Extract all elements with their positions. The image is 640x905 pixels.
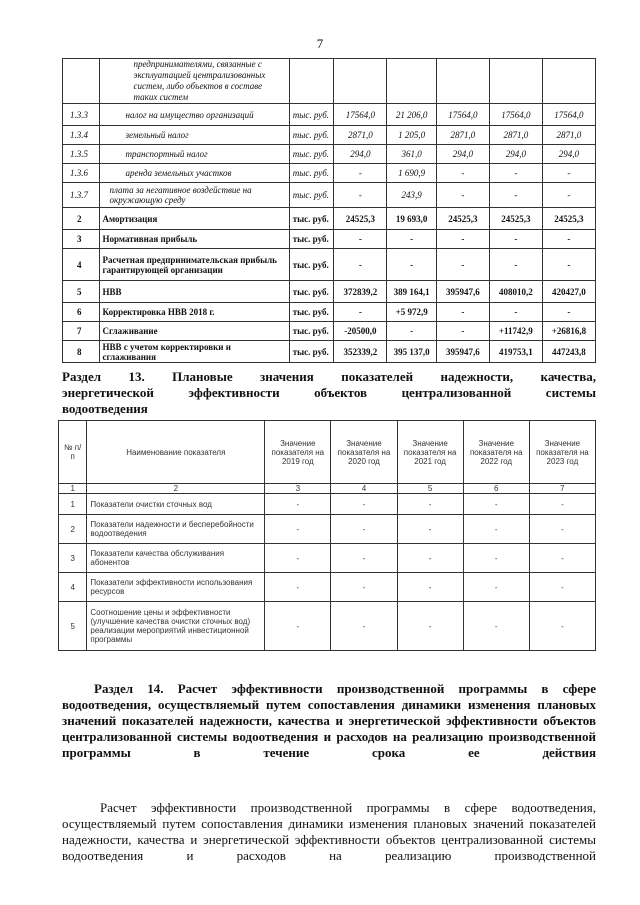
row-value: 294,0 xyxy=(334,145,387,164)
row-value: 294,0 xyxy=(489,145,542,164)
row-value: 17564,0 xyxy=(489,104,542,126)
table-row xyxy=(63,281,596,303)
continuation-text: предпринимателями, связанные с эксплуатацией централизованных систем, либо объектов в составе таких систем xyxy=(99,59,289,104)
row-value: +11742,9 xyxy=(489,322,542,341)
row-number: 2 xyxy=(59,515,87,544)
row-value: 243,9 xyxy=(387,183,437,208)
row-value: +26816,8 xyxy=(542,322,595,341)
header-2021: Значение показателя на 2021 год xyxy=(397,421,463,484)
row-value: - xyxy=(463,602,529,651)
row-number: 1.3.3 xyxy=(63,104,100,126)
row-number: 1 xyxy=(59,494,87,515)
row-value: 17564,0 xyxy=(436,104,489,126)
row-value: - xyxy=(529,573,595,602)
row-value: 294,0 xyxy=(542,145,595,164)
row-value: - xyxy=(463,544,529,573)
row-value: - xyxy=(334,164,387,183)
row-name: плата за негативное воздействие на окружающую среду xyxy=(99,183,289,208)
row-value: - xyxy=(436,183,489,208)
header-2019: Значение показателя на 2019 год xyxy=(265,421,331,484)
row-value: - xyxy=(436,249,489,281)
row-value: 17564,0 xyxy=(542,104,595,126)
row-value: - xyxy=(265,515,331,544)
row-value: - xyxy=(436,303,489,322)
row-name: аренда земельных участков xyxy=(99,164,289,183)
row-value: - xyxy=(265,544,331,573)
row-value: - xyxy=(334,183,387,208)
row-unit: тыс. руб. xyxy=(289,322,334,341)
row-number: 1.3.7 xyxy=(63,183,100,208)
row-unit: тыс. руб. xyxy=(289,281,334,303)
table-row xyxy=(63,208,596,230)
row-number: 6 xyxy=(63,303,100,322)
row-value: - xyxy=(397,494,463,515)
row-value: - xyxy=(265,602,331,651)
row-value: -20500,0 xyxy=(334,322,387,341)
row-value: - xyxy=(463,494,529,515)
row-value: - xyxy=(334,249,387,281)
table-row xyxy=(59,602,596,651)
row-value: 1 205,0 xyxy=(387,126,437,145)
table-row xyxy=(63,145,596,164)
row-number: 4 xyxy=(63,249,100,281)
row-value: - xyxy=(529,544,595,573)
row-value: 352339,2 xyxy=(334,341,387,363)
row-value: - xyxy=(542,230,595,249)
row-value: 24525,3 xyxy=(334,208,387,230)
row-value: - xyxy=(331,573,397,602)
row-unit: тыс. руб. xyxy=(289,230,334,249)
table-row xyxy=(63,126,596,145)
row-unit: тыс. руб. xyxy=(289,341,334,363)
row-value: - xyxy=(463,573,529,602)
row-value: 408010,2 xyxy=(489,281,542,303)
page-number: 7 xyxy=(316,36,324,51)
row-value: - xyxy=(529,515,595,544)
row-value: - xyxy=(397,515,463,544)
row-value: - xyxy=(489,249,542,281)
row-value: - xyxy=(265,573,331,602)
row-value: - xyxy=(387,230,437,249)
table-row xyxy=(63,59,596,104)
row-value: 2871,0 xyxy=(436,126,489,145)
table-row xyxy=(63,322,596,341)
row-name: налог на имущество организаций xyxy=(99,104,289,126)
row-number: 4 xyxy=(59,573,87,602)
row-value: 361,0 xyxy=(387,145,437,164)
row-value: - xyxy=(334,230,387,249)
row-value: - xyxy=(334,303,387,322)
row-value: 2871,0 xyxy=(542,126,595,145)
row-value: 24525,3 xyxy=(542,208,595,230)
row-name: НВВ xyxy=(99,281,289,303)
row-value: - xyxy=(387,322,437,341)
row-value: - xyxy=(489,230,542,249)
row-name: Соотношение цены и эффективности (улучшение качества очистки сточных вод) реализации мероприятий инвестиционной программы xyxy=(87,602,265,651)
row-value: - xyxy=(397,544,463,573)
index-row: 1 2 3 4 5 6 7 xyxy=(59,484,596,494)
row-name: Показатели эффективности использования ресурсов xyxy=(87,573,265,602)
table-row xyxy=(63,230,596,249)
row-name: земельный налог xyxy=(99,126,289,145)
financial-table xyxy=(62,58,596,363)
row-value: - xyxy=(387,249,437,281)
row-value: - xyxy=(397,573,463,602)
row-name: Расчетная предпринимательская прибыль гарантирующей организации xyxy=(99,249,289,281)
row-value: 395947,6 xyxy=(436,341,489,363)
row-number: 3 xyxy=(59,544,87,573)
row-number: 1.3.5 xyxy=(63,145,100,164)
header-name: Наименование показателя xyxy=(87,421,265,484)
table-row xyxy=(63,341,596,363)
row-value: - xyxy=(331,515,397,544)
row-value: 17564,0 xyxy=(334,104,387,126)
row-name: Показатели очистки сточных вод xyxy=(87,494,265,515)
table-row xyxy=(63,183,596,208)
row-value: 2871,0 xyxy=(489,126,542,145)
row-value: 447243,8 xyxy=(542,341,595,363)
indicators-table xyxy=(58,420,596,651)
section-13-heading: Раздел 13. Плановые значения показателей надежности, качества, энергетической эффективности объектов централизованной системы водоотведения xyxy=(62,369,596,416)
row-value: - xyxy=(331,494,397,515)
header-2022: Значение показателя на 2022 год xyxy=(463,421,529,484)
row-value: 2871,0 xyxy=(334,126,387,145)
row-value: - xyxy=(542,249,595,281)
row-number: 5 xyxy=(59,602,87,651)
row-value: 420427,0 xyxy=(542,281,595,303)
row-value: 21 206,0 xyxy=(387,104,437,126)
row-number: 2 xyxy=(63,208,100,230)
table-row xyxy=(63,164,596,183)
row-value: - xyxy=(542,183,595,208)
row-name: Показатели надежности и бесперебойности водоотведения xyxy=(87,515,265,544)
row-value: - xyxy=(331,544,397,573)
row-value: - xyxy=(265,494,331,515)
row-number: 8 xyxy=(63,341,100,363)
table-row xyxy=(63,249,596,281)
row-unit: тыс. руб. xyxy=(289,164,334,183)
row-name: Корректировка НВВ 2018 г. xyxy=(99,303,289,322)
row-unit: тыс. руб. xyxy=(289,249,334,281)
row-value: - xyxy=(489,303,542,322)
row-unit: тыс. руб. xyxy=(289,126,334,145)
header-2020: Значение показателя на 2020 год xyxy=(331,421,397,484)
row-value: 24525,3 xyxy=(436,208,489,230)
row-name: транспортный налог xyxy=(99,145,289,164)
row-number: 1.3.4 xyxy=(63,126,100,145)
row-number: 1.3.6 xyxy=(63,164,100,183)
row-name: Нормативная прибыль xyxy=(99,230,289,249)
row-value: - xyxy=(489,183,542,208)
header-num: № п/п xyxy=(59,421,87,484)
row-value: - xyxy=(397,602,463,651)
table-row xyxy=(63,303,596,322)
row-value: +5 972,9 xyxy=(387,303,437,322)
header-row xyxy=(59,421,596,484)
row-value: 395947,6 xyxy=(436,281,489,303)
row-value: 19 693,0 xyxy=(387,208,437,230)
row-value: 389 164,1 xyxy=(387,281,437,303)
row-value: - xyxy=(529,602,595,651)
row-number: 5 xyxy=(63,281,100,303)
row-value: 24525,3 xyxy=(489,208,542,230)
row-value: 1 690,9 xyxy=(387,164,437,183)
row-value: - xyxy=(436,164,489,183)
section-14-heading: Раздел 14. Расчет эффективности производственной программы в сфере водоотведения, осуществляемый путем сопоставления динамики изменения плановых значений показателей надежности, качества и энергетической эффективности объектов централизованной системы водоотведения и расходов на реализацию производственной программы в течение срока ее действия xyxy=(62,681,596,760)
row-value: - xyxy=(529,494,595,515)
row-number: 7 xyxy=(63,322,100,341)
row-value: 372839,2 xyxy=(334,281,387,303)
row-name: Амортизация xyxy=(99,208,289,230)
row-name: Показатели качества обслуживания абонентов xyxy=(87,544,265,573)
row-value: 395 137,0 xyxy=(387,341,437,363)
table-row xyxy=(63,104,596,126)
row-unit: тыс. руб. xyxy=(289,303,334,322)
table-row xyxy=(59,544,596,573)
row-unit: тыс. руб. xyxy=(289,183,334,208)
row-value: - xyxy=(542,303,595,322)
row-value: - xyxy=(436,230,489,249)
row-value: - xyxy=(331,602,397,651)
row-name: Сглаживание xyxy=(99,322,289,341)
row-value: - xyxy=(489,164,542,183)
row-value: - xyxy=(542,164,595,183)
row-unit: тыс. руб. xyxy=(289,208,334,230)
row-unit: тыс. руб. xyxy=(289,104,334,126)
table-row xyxy=(59,494,596,515)
row-unit: тыс. руб. xyxy=(289,145,334,164)
header-2023: Значение показателя на 2023 год xyxy=(529,421,595,484)
row-value: 294,0 xyxy=(436,145,489,164)
row-value: - xyxy=(436,322,489,341)
body-paragraph: Расчет эффективности производственной программы в сфере водоотведения, осуществляемый путем сопоставления динамики изменения плановых значений показателей надежности, качества и энергетической эффективности объектов централизованной системы водоотведения и расходов на реализацию производственной xyxy=(62,800,596,863)
row-name: НВВ с учетом корректировки и сглаживания xyxy=(99,341,289,363)
row-value: - xyxy=(463,515,529,544)
table-row xyxy=(59,515,596,544)
row-number: 3 xyxy=(63,230,100,249)
table-row xyxy=(59,573,596,602)
row-value: 419753,1 xyxy=(489,341,542,363)
